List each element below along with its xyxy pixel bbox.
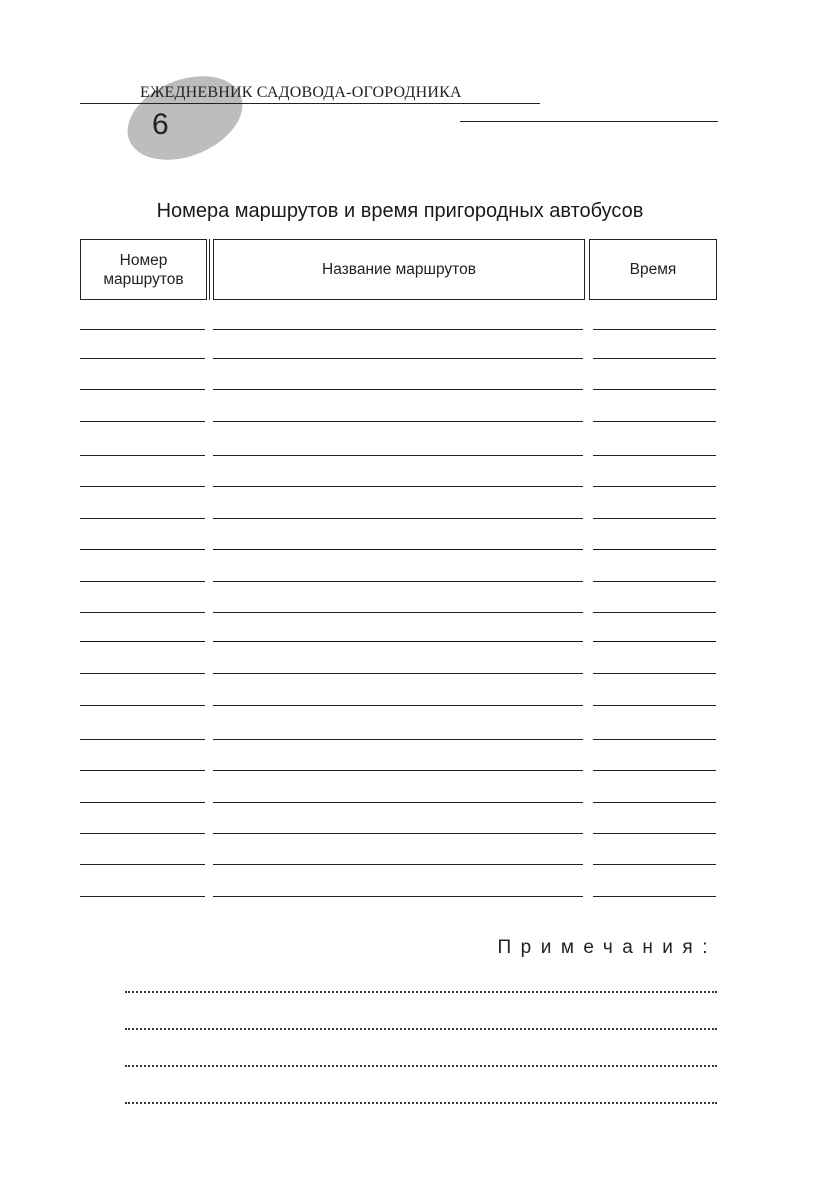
running-header-title: ЕЖЕДНЕВНИК САДОВОДА-ОГОРОДНИКА — [140, 84, 462, 101]
table-row-line — [80, 581, 205, 582]
column-header-route-number-line2: маршрутов — [103, 270, 184, 288]
table-row-line — [80, 486, 205, 487]
notes-dotted-line — [125, 1028, 717, 1030]
table-row-line — [593, 581, 716, 582]
table-row-line — [80, 673, 205, 674]
table-row-line — [80, 770, 205, 771]
table-row-line — [213, 802, 583, 803]
table-row-line — [593, 329, 716, 330]
table-row-line — [593, 518, 716, 519]
table-row-line — [213, 705, 583, 706]
table-row-line — [593, 833, 716, 834]
table-row-line — [593, 896, 716, 897]
table-row-line — [593, 389, 716, 390]
table-row-line — [80, 329, 205, 330]
table-row-line — [80, 358, 205, 359]
table-row-line — [80, 518, 205, 519]
table-row-line — [80, 455, 205, 456]
table-row-line — [213, 739, 583, 740]
table-row-line — [593, 549, 716, 550]
table-row-line — [593, 802, 716, 803]
table-row-line — [213, 581, 583, 582]
table-row-line — [213, 770, 583, 771]
table-row-line — [80, 739, 205, 740]
column-header-route-number — [80, 239, 207, 300]
table-row-line — [213, 421, 583, 422]
notes-dotted-line — [125, 1102, 717, 1104]
table-row-line — [80, 421, 205, 422]
table-row-line — [593, 864, 716, 865]
table-row-line — [213, 549, 583, 550]
table-row-line — [80, 389, 205, 390]
page-number: 6 — [152, 108, 169, 141]
table-row-line — [213, 518, 583, 519]
table-row-line — [593, 421, 716, 422]
table-row-line — [593, 705, 716, 706]
table-row-line — [593, 673, 716, 674]
table-row-line — [80, 705, 205, 706]
column-header-time-label: Время — [629, 261, 677, 278]
table-row-line — [80, 641, 205, 642]
notes-label: Примечания: — [497, 937, 717, 958]
table-row-line — [213, 389, 583, 390]
notes-dotted-line — [125, 1065, 717, 1067]
table-row-line — [593, 486, 716, 487]
table-row-line — [593, 455, 716, 456]
table-row-line — [213, 455, 583, 456]
notes-dotted-line — [125, 991, 717, 993]
table-row-line — [593, 612, 716, 613]
column-header-route-name-label: Название маршрутов — [322, 261, 476, 278]
table-row-line — [213, 486, 583, 487]
column-header-time — [589, 239, 717, 300]
column-header-route-name — [213, 239, 585, 300]
column-header-route-number-line1: Номер — [119, 251, 168, 269]
header-rule — [80, 103, 540, 104]
table-row-line — [593, 739, 716, 740]
table-row-line — [213, 358, 583, 359]
table-row-line — [80, 833, 205, 834]
table-row-line — [80, 896, 205, 897]
table-row-line — [213, 612, 583, 613]
table-row-line — [80, 612, 205, 613]
table-row-line — [80, 802, 205, 803]
table-row-line — [213, 833, 583, 834]
table-row-line — [213, 329, 583, 330]
table-row-line — [593, 770, 716, 771]
table-row-line — [593, 641, 716, 642]
table-row-line — [80, 549, 205, 550]
table-row-line — [213, 673, 583, 674]
table-row-line — [80, 864, 205, 865]
table-row-line — [593, 358, 716, 359]
table-row-line — [213, 641, 583, 642]
header-rule-secondary — [460, 121, 718, 122]
page-number-oval — [115, 60, 255, 175]
section-title: Номера маршрутов и время пригородных автобусов — [156, 200, 644, 222]
table-row-line — [213, 896, 583, 897]
table-row-line — [213, 864, 583, 865]
